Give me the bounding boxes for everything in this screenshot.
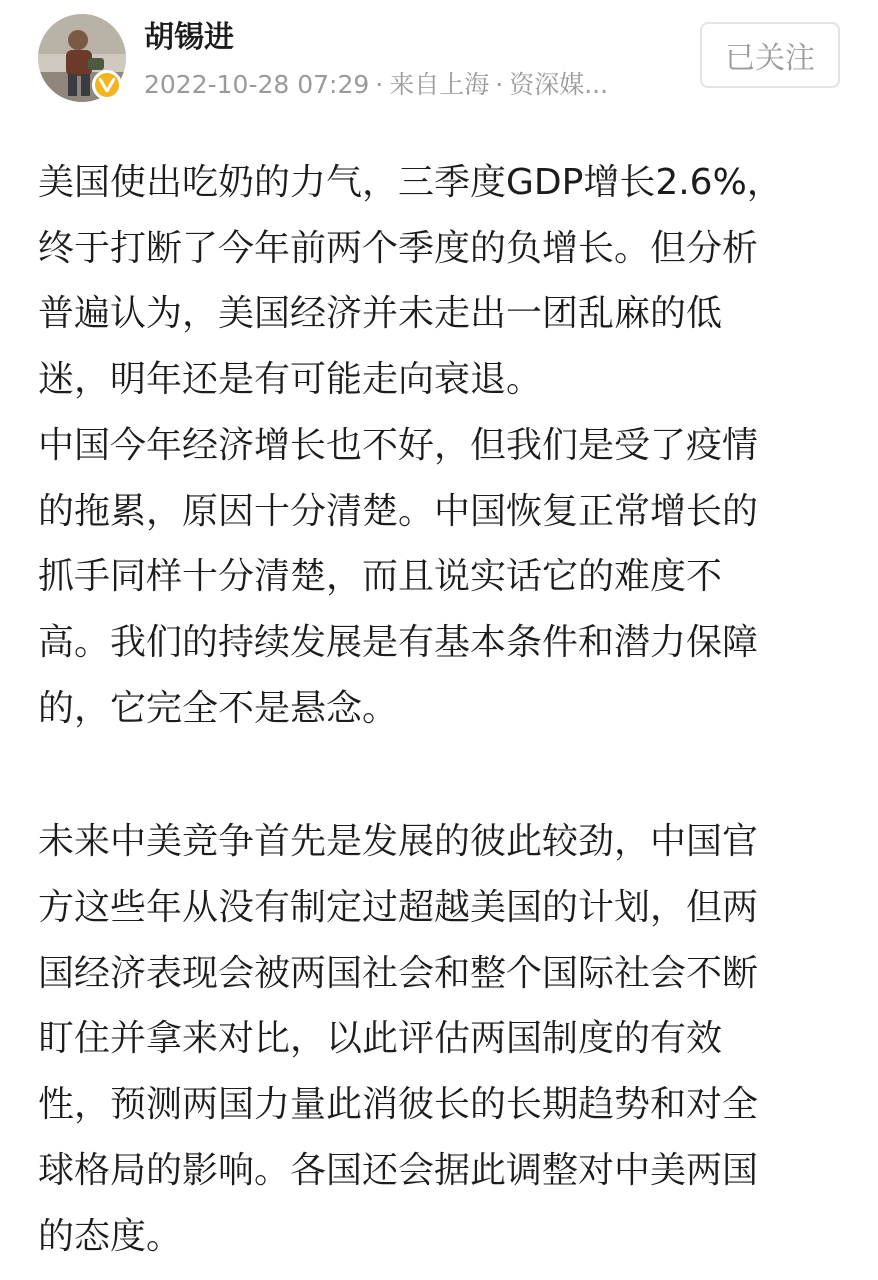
- paragraph-1: [38, 150, 838, 741]
- text-line: 未来中美竞争首先是发展的彼此较劲，中国官: [38, 821, 759, 863]
- meta-separator: ·: [375, 70, 384, 99]
- text-line: 普遍认为，美国经济并未走出一团乱麻的低: [38, 293, 723, 335]
- post-meta: [144, 68, 664, 102]
- text-line: 抓手同样十分清楚，而且说实话它的难度不: [38, 556, 723, 598]
- text-line: 方这些年从没有制定过超越美国的计划，但两: [38, 887, 759, 929]
- paragraph-2: [38, 809, 838, 1269]
- text-line: 中国今年经济增长也不好，但我们是受了疫情: [38, 424, 759, 466]
- post-timestamp: 2022-10-28 07:29: [144, 70, 370, 99]
- text-line: 性，预测两国力量此消彼长的长期趋势和对全: [38, 1084, 759, 1126]
- post-location: 来自上海: [389, 70, 490, 99]
- follow-button[interactable]: 已关注: [700, 22, 840, 88]
- text-line: 高。我们的持续发展是有基本条件和潜力保障: [38, 621, 759, 663]
- meta-separator: ·: [495, 70, 504, 99]
- text-line: 国经济表现会被两国社会和整个国际社会不断: [38, 952, 759, 994]
- author-name[interactable]: 胡锡进: [144, 20, 234, 55]
- text-line: 球格局的影响。各国还会据此调整对中美两国: [38, 1149, 759, 1191]
- text-line: 美国使出吃奶的力气，三季度GDP增长2.6%，: [38, 162, 783, 203]
- post-header: [0, 0, 878, 120]
- text-line: 的，它完全不是悬念。: [38, 687, 399, 729]
- text-line: 迷，明年还是有可能走向衰退。: [38, 359, 543, 401]
- author-tag[interactable]: 资深媒...: [509, 70, 609, 99]
- verified-badge-icon: [92, 70, 122, 100]
- post-content: [38, 150, 838, 1269]
- paragraph-gap: [38, 741, 838, 809]
- text-line: 的态度。: [38, 1215, 183, 1257]
- text-line: 终于打断了今年前两个季度的负增长。但分析: [38, 227, 759, 269]
- text-line: 盯住并拿来对比，以此评估两国制度的有效: [38, 1018, 723, 1060]
- text-line: 的拖累，原因十分清楚。中国恢复正常增长的: [38, 490, 759, 532]
